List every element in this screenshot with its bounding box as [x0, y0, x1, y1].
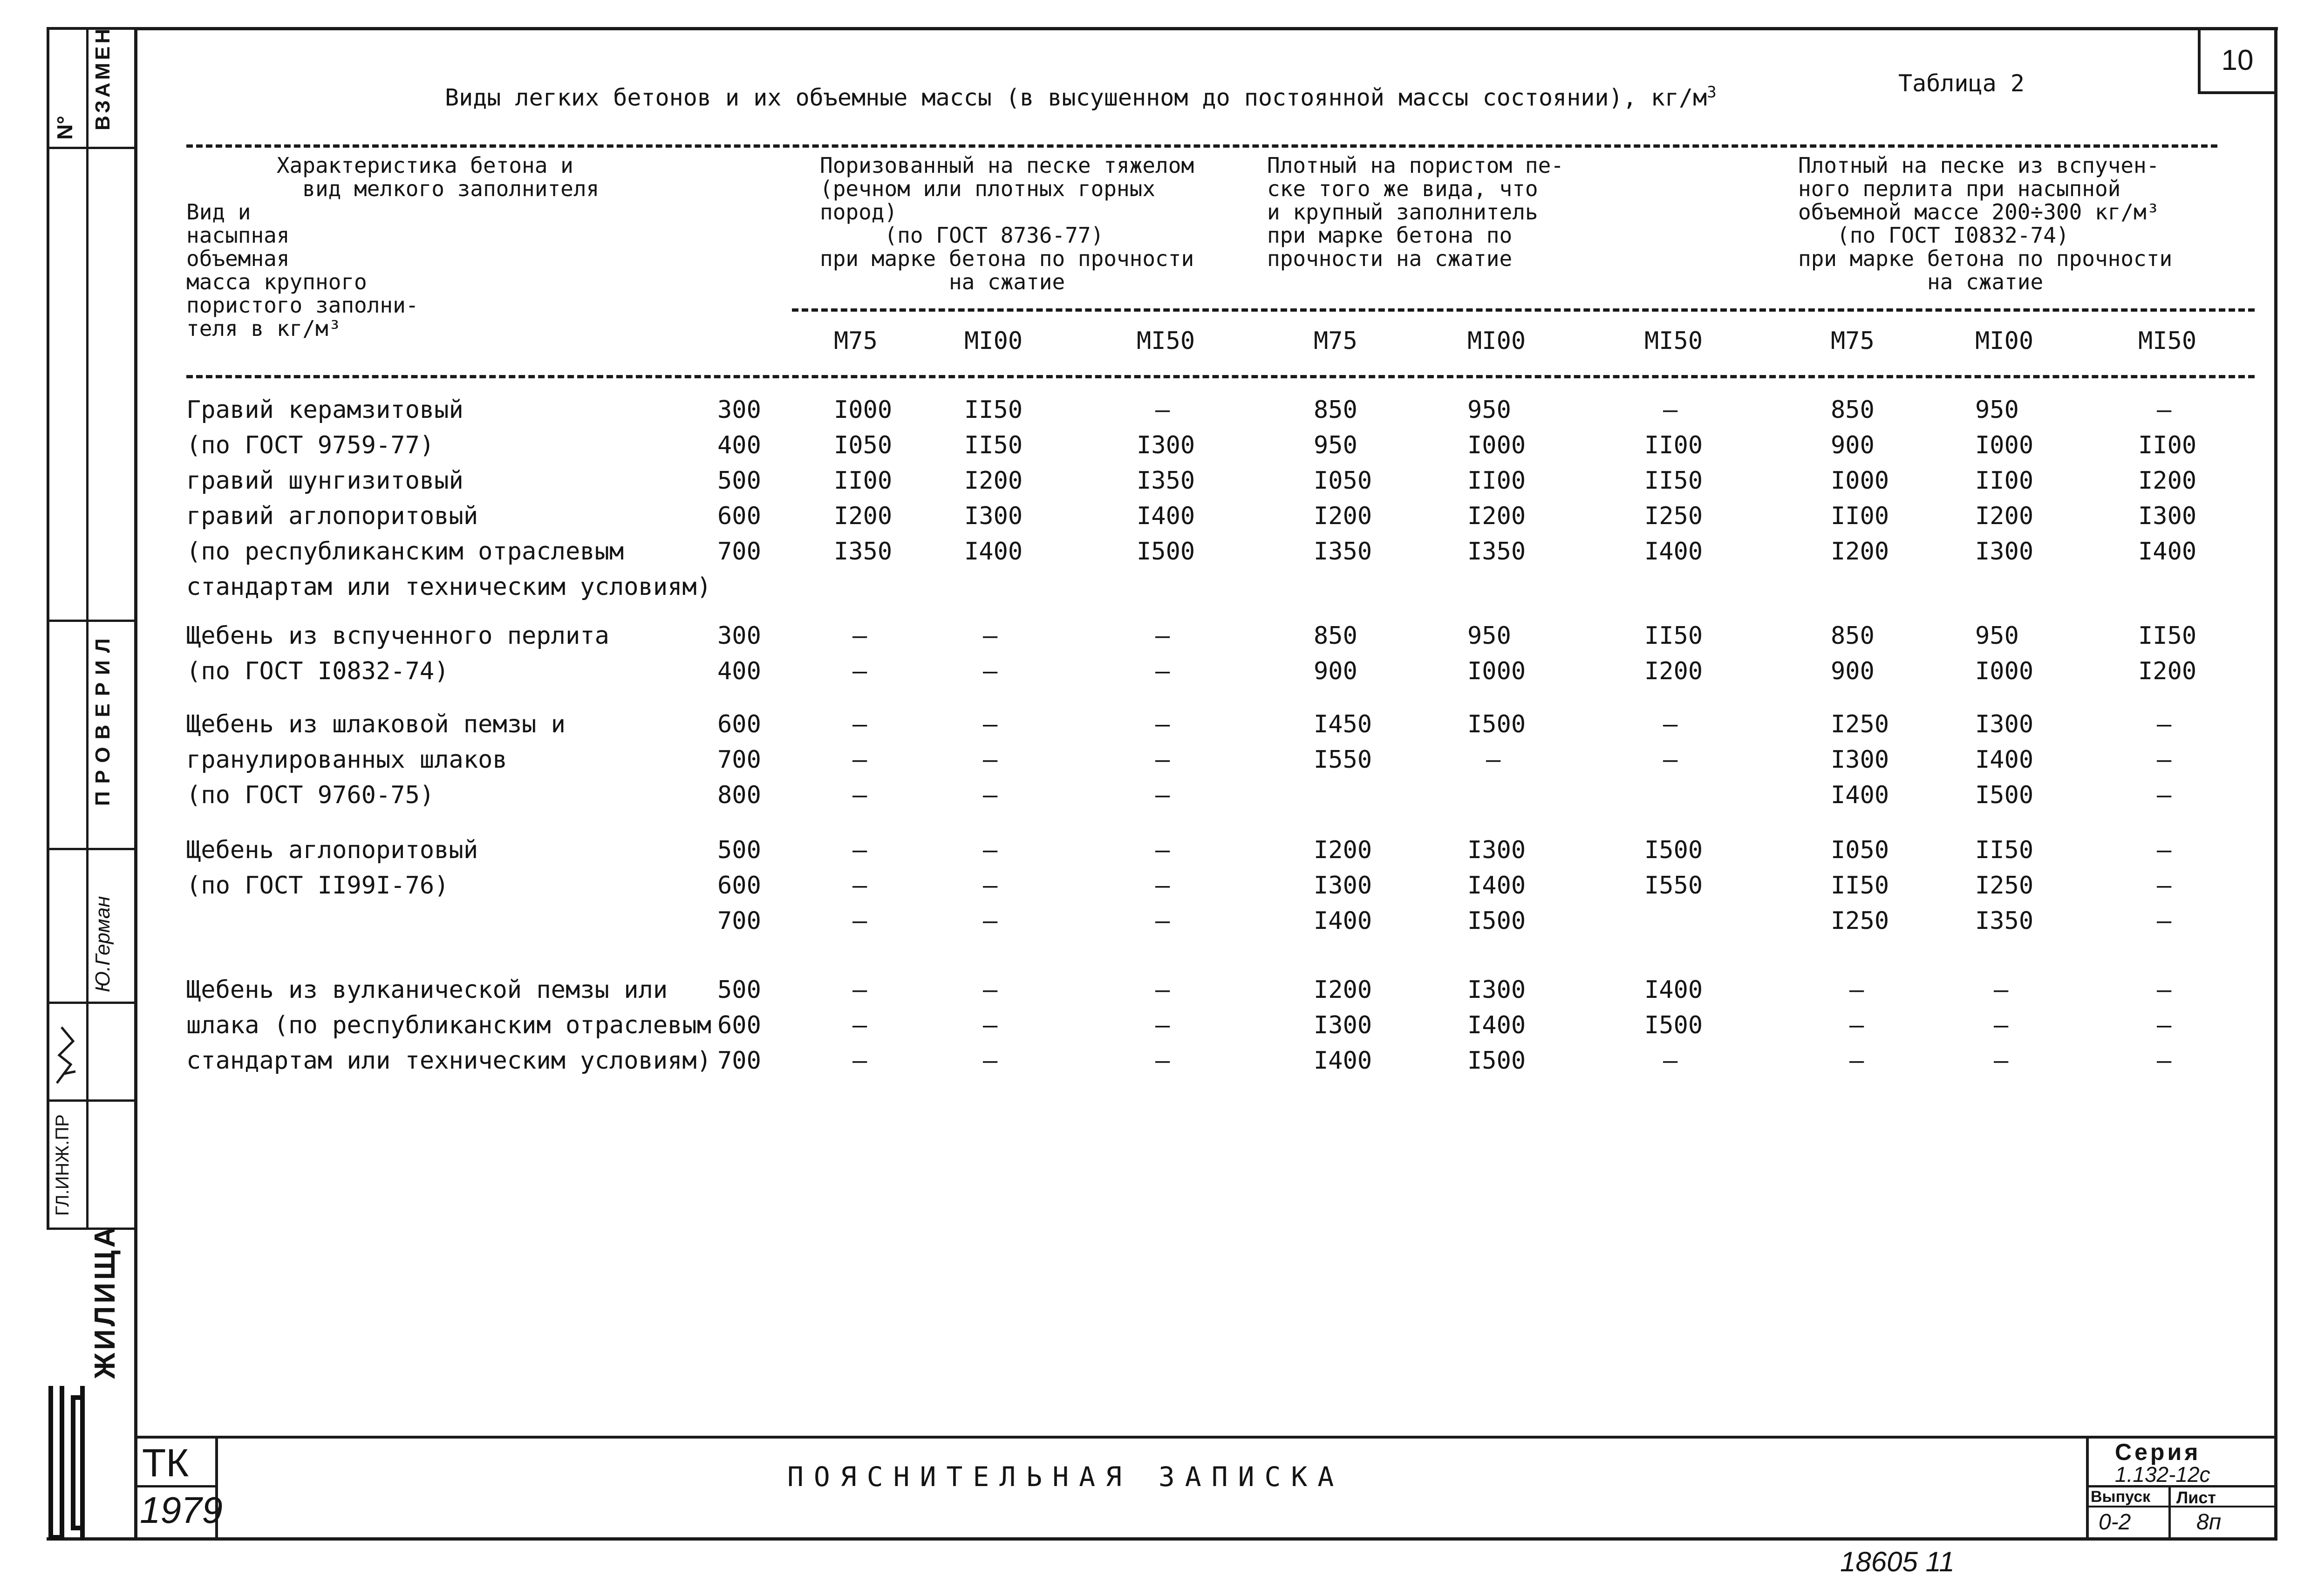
- density-value: I200: [1314, 836, 1372, 864]
- density-value: –: [983, 746, 998, 774]
- group-label-line: стандартам или техническим условиям): [186, 1047, 712, 1075]
- density-value: –: [1663, 396, 1678, 424]
- density-value: –: [852, 976, 867, 1004]
- mass-value: 800: [717, 781, 761, 809]
- density-value: I500: [1467, 710, 1526, 738]
- density-value: I200: [964, 467, 1023, 495]
- density-value: I300: [1467, 836, 1526, 864]
- mass-value: 700: [717, 907, 761, 935]
- side-strip-divider-2: [47, 620, 137, 622]
- density-value: –: [983, 836, 998, 864]
- density-value: 850: [1831, 622, 1875, 650]
- density-value: I500: [1467, 1047, 1526, 1075]
- density-value: –: [2157, 781, 2172, 809]
- density-value: –: [852, 1047, 867, 1075]
- density-value: 850: [1314, 396, 1357, 424]
- density-value: –: [983, 872, 998, 900]
- group-label-line: Щебень из вулканической пемзы или: [186, 976, 668, 1004]
- header-col-material: Характеристика бетона и вид мелкого заполнителя Вид и насыпная объемная масса крупного пористого заполни- теля в кг/м³: [186, 153, 600, 341]
- density-value: –: [852, 907, 867, 935]
- group-label-line: Щебень аглопоритовый: [186, 836, 478, 864]
- side-strip-left-line: [47, 27, 49, 1229]
- grade-label: М75: [1831, 327, 1875, 355]
- density-value: –: [852, 710, 867, 738]
- density-value: I400: [1137, 502, 1195, 530]
- density-value: –: [1155, 836, 1170, 864]
- group-label-line: (по ГОСТ I0832-74): [186, 657, 449, 685]
- density-value: I300: [1314, 872, 1372, 900]
- density-value: I400: [1467, 1011, 1526, 1039]
- group-label-line: (по республиканским отраслевым: [186, 538, 624, 566]
- density-value: –: [2157, 710, 2172, 738]
- group-label-line: гравий аглопоритовый: [186, 502, 478, 530]
- density-value: –: [852, 872, 867, 900]
- org-logo: [46, 1386, 88, 1540]
- density-value: I400: [1314, 907, 1372, 935]
- density-value: I000: [1831, 467, 1889, 495]
- density-value: –: [852, 746, 867, 774]
- series-box-sheet-divider: [2168, 1485, 2171, 1540]
- density-value: I400: [1644, 976, 1703, 1004]
- density-value: –: [2157, 396, 2172, 424]
- density-value: I400: [1467, 872, 1526, 900]
- table-label: Таблица 2: [1898, 70, 2025, 97]
- density-value: I300: [1137, 431, 1195, 459]
- density-value: I300: [1467, 976, 1526, 1004]
- group-label-line: Щебень из шлаковой пемзы и: [186, 710, 566, 738]
- density-value: I200: [1975, 502, 2034, 530]
- density-value: 850: [1314, 622, 1357, 650]
- footer-tk: ТК: [142, 1441, 189, 1485]
- density-value: –: [983, 907, 998, 935]
- density-value: I200: [2138, 657, 2197, 685]
- density-value: –: [983, 976, 998, 1004]
- density-value: –: [1994, 976, 2009, 1004]
- density-value: –: [2157, 907, 2172, 935]
- mass-value: 600: [717, 1011, 761, 1039]
- grade-label: М75: [834, 327, 878, 355]
- density-value: –: [1155, 1011, 1170, 1039]
- side-signature-mark: [52, 1018, 80, 1088]
- density-value: –: [852, 1011, 867, 1039]
- density-value: –: [1849, 976, 1864, 1004]
- frame-right-border: [2274, 27, 2277, 1540]
- density-value: I350: [834, 538, 893, 566]
- mass-value: 600: [717, 502, 761, 530]
- mass-value: 700: [717, 746, 761, 774]
- group-label-line: (по ГОСТ II99I-76): [186, 872, 449, 900]
- density-value: I350: [1975, 907, 2034, 935]
- density-value: II00: [1831, 502, 1889, 530]
- density-value: –: [983, 1011, 998, 1039]
- group-label-line: Гравий керамзитовый: [186, 396, 464, 424]
- group-label-line: (по ГОСТ 9759-77): [186, 431, 435, 459]
- density-value: –: [1155, 1047, 1170, 1075]
- density-value: I200: [1314, 502, 1372, 530]
- mass-value: 700: [717, 538, 761, 566]
- density-value: I300: [1831, 746, 1889, 774]
- density-value: –: [2157, 1011, 2172, 1039]
- mass-value: 700: [717, 1047, 761, 1075]
- density-value: I550: [1314, 746, 1372, 774]
- footer-year: 1979: [140, 1489, 223, 1531]
- group-label-line: стандартам или техническим условиям): [186, 573, 712, 601]
- density-value: –: [1849, 1011, 1864, 1039]
- density-value: –: [1155, 396, 1170, 424]
- series-box-left: [2086, 1436, 2089, 1540]
- density-value: –: [1663, 710, 1678, 738]
- frame-bottom-border: [47, 1537, 2277, 1541]
- density-value: I500: [1467, 907, 1526, 935]
- sheet-label: Лист: [2176, 1488, 2216, 1507]
- grade-label: МI50: [2138, 327, 2197, 355]
- density-value: II00: [1467, 467, 1526, 495]
- side-no-label: N°: [53, 116, 77, 140]
- grade-label: МI00: [1467, 327, 1526, 355]
- issue-label: Выпуск: [2091, 1488, 2151, 1506]
- density-value: 850: [1831, 396, 1875, 424]
- density-value: II00: [1644, 431, 1703, 459]
- density-value: I300: [1975, 538, 2034, 566]
- mass-value: 500: [717, 976, 761, 1004]
- density-value: II50: [1975, 836, 2034, 864]
- org-suffix-label: ЖИЛИЩА: [89, 1224, 121, 1379]
- side-strip-divider-3: [47, 848, 137, 850]
- density-value: I400: [1975, 746, 2034, 774]
- density-value: I050: [834, 431, 893, 459]
- density-value: I550: [1644, 872, 1703, 900]
- issue-value: 0-2: [2099, 1510, 2131, 1535]
- frame-left-border: [134, 27, 137, 1540]
- density-value: –: [852, 622, 867, 650]
- header-bottom-rule: [186, 375, 2255, 378]
- mass-value: 500: [717, 836, 761, 864]
- density-value: –: [2157, 746, 2172, 774]
- side-strip-divider-1: [47, 147, 137, 149]
- density-value: I500: [1975, 781, 2034, 809]
- series-label: Серия: [2115, 1439, 2201, 1465]
- density-value: I050: [1314, 467, 1372, 495]
- density-value: 950: [1467, 396, 1511, 424]
- grade-label: М75: [1314, 327, 1357, 355]
- density-value: 900: [1314, 657, 1357, 685]
- title-block-top-border: [135, 1436, 2277, 1439]
- density-value: I200: [1467, 502, 1526, 530]
- mass-value: 300: [717, 622, 761, 650]
- density-value: I400: [1644, 538, 1703, 566]
- density-value: –: [1155, 781, 1170, 809]
- density-value: I000: [1975, 657, 2034, 685]
- density-value: I250: [1831, 907, 1889, 935]
- density-value: –: [983, 657, 998, 685]
- stamp-number: 18605 11: [1840, 1546, 1955, 1577]
- density-value: –: [2157, 836, 2172, 864]
- mass-value: 400: [717, 431, 761, 459]
- density-value: I450: [1314, 710, 1372, 738]
- density-value: 900: [1831, 431, 1875, 459]
- density-value: 950: [1314, 431, 1357, 459]
- header-col-porous-sand: Поризованный на песке тяжелом (речном или плотных горных пород) (по ГОСТ 8736-77) при марке бетона по прочности на сжатие: [820, 153, 1194, 294]
- density-value: I200: [1314, 976, 1372, 1004]
- series-value: 1.132-12с: [2115, 1462, 2210, 1487]
- mass-value: 600: [717, 710, 761, 738]
- density-value: I400: [1831, 781, 1889, 809]
- density-value: –: [983, 1047, 998, 1075]
- density-value: I400: [964, 538, 1023, 566]
- density-value: I400: [1314, 1047, 1372, 1075]
- group-label-line: шлака (по республиканским отраслевым: [186, 1011, 712, 1039]
- page-number: 10: [2221, 44, 2254, 76]
- density-value: –: [983, 622, 998, 650]
- group-label-line: гранулированных шлаков: [186, 746, 507, 774]
- density-value: I300: [1975, 710, 2034, 738]
- mass-value: 300: [717, 396, 761, 424]
- density-value: 950: [1467, 622, 1511, 650]
- density-value: –: [852, 836, 867, 864]
- density-value: –: [1486, 746, 1501, 774]
- mass-value: 600: [717, 872, 761, 900]
- density-value: I050: [1831, 836, 1889, 864]
- grade-label: МI50: [1644, 327, 1703, 355]
- density-value: I200: [1831, 538, 1889, 566]
- footer-title: ПОЯСНИТЕЛЬНАЯ ЗАПИСКА: [787, 1461, 1344, 1493]
- side-author-name: Ю.Герман: [91, 896, 114, 992]
- density-value: II50: [1644, 622, 1703, 650]
- page-number-box: [2198, 30, 2274, 94]
- density-value: I000: [834, 396, 893, 424]
- density-value: –: [2157, 872, 2172, 900]
- density-value: –: [1994, 1047, 2009, 1075]
- density-value: I300: [1314, 1011, 1372, 1039]
- table-title-sup: 3: [1707, 83, 1717, 102]
- group-label-line: гравий шунгизитовый: [186, 467, 464, 495]
- density-value: –: [2157, 976, 2172, 1004]
- density-value: I350: [1314, 538, 1372, 566]
- side-proveril-label: ПРОВЕРИЛ: [91, 631, 114, 806]
- density-value: –: [1155, 657, 1170, 685]
- density-value: II50: [1644, 467, 1703, 495]
- density-value: –: [1155, 976, 1170, 1004]
- side-strip-divider-4: [47, 1002, 137, 1004]
- grade-label: МI00: [964, 327, 1023, 355]
- side-strip-divider-5: [47, 1099, 137, 1102]
- density-value: I200: [834, 502, 893, 530]
- density-value: –: [1155, 872, 1170, 900]
- density-value: 950: [1975, 622, 2019, 650]
- grade-label: МI50: [1137, 327, 1195, 355]
- density-value: I250: [1644, 502, 1703, 530]
- side-vzamen-label: ВЗАМЕН: [91, 26, 114, 130]
- density-value: I000: [1975, 431, 2034, 459]
- density-value: –: [1155, 746, 1170, 774]
- header-top-rule: [186, 144, 2217, 148]
- density-value: –: [1155, 710, 1170, 738]
- density-value: I250: [1831, 710, 1889, 738]
- density-value: –: [1849, 1047, 1864, 1075]
- density-value: I250: [1975, 872, 2034, 900]
- density-value: 900: [1831, 657, 1875, 685]
- header-col-dense-perlite: Плотный на песке из вспучен- ного перлита при насыпной объемной массе 200÷300 кг/м³ (по ГОСТ I0832-74) при марке бетона по прочности на сжатие: [1798, 153, 2173, 294]
- density-value: I000: [1467, 657, 1526, 685]
- density-value: –: [1994, 1011, 2009, 1039]
- density-value: I300: [2138, 502, 2197, 530]
- density-value: –: [983, 710, 998, 738]
- density-value: –: [1155, 622, 1170, 650]
- density-value: I200: [2138, 467, 2197, 495]
- sheet-value: 8п: [2196, 1510, 2222, 1535]
- header-col-dense-porous: Плотный на пористом пе- ске того же вида, что и крупный заполнитель при марке бетона по прочности на сжатие: [1267, 153, 1564, 271]
- density-value: –: [2157, 1047, 2172, 1075]
- frame-top-border: [135, 27, 2278, 30]
- density-value: I350: [1137, 467, 1195, 495]
- density-value: I500: [1644, 1011, 1703, 1039]
- density-value: I500: [1644, 836, 1703, 864]
- mass-value: 400: [717, 657, 761, 685]
- density-value: –: [983, 781, 998, 809]
- header-grade-rule: [792, 308, 2255, 312]
- density-value: I000: [1467, 431, 1526, 459]
- density-value: I400: [2138, 538, 2197, 566]
- density-value: –: [852, 781, 867, 809]
- density-value: I200: [1644, 657, 1703, 685]
- density-value: –: [1155, 907, 1170, 935]
- group-label-line: (по ГОСТ 9760-75): [186, 781, 435, 809]
- density-value: II50: [2138, 622, 2197, 650]
- density-value: –: [1663, 746, 1678, 774]
- density-value: I300: [964, 502, 1023, 530]
- density-value: I500: [1137, 538, 1195, 566]
- table-title: [445, 83, 1717, 111]
- group-label-line: Щебень из вспученного перлита: [186, 622, 609, 650]
- density-value: –: [1663, 1047, 1678, 1075]
- mass-value: 500: [717, 467, 761, 495]
- density-value: –: [852, 657, 867, 685]
- density-value: II00: [834, 467, 893, 495]
- grade-label: МI00: [1975, 327, 2034, 355]
- density-value: II00: [2138, 431, 2197, 459]
- table-title-text: Виды легких бетонов и их объемные массы (в высушенном до постоянной массы состоянии), кг/м: [445, 84, 1707, 111]
- density-value: 950: [1975, 396, 2019, 424]
- density-value: II00: [1975, 467, 2034, 495]
- density-value: II50: [1831, 872, 1889, 900]
- side-strip-mid-line: [86, 27, 89, 1229]
- side-chief-engineer-label: ГЛ.ИНЖ.ПР: [52, 1114, 73, 1216]
- density-value: II50: [964, 431, 1023, 459]
- density-value: I350: [1467, 538, 1526, 566]
- density-value: II50: [964, 396, 1023, 424]
